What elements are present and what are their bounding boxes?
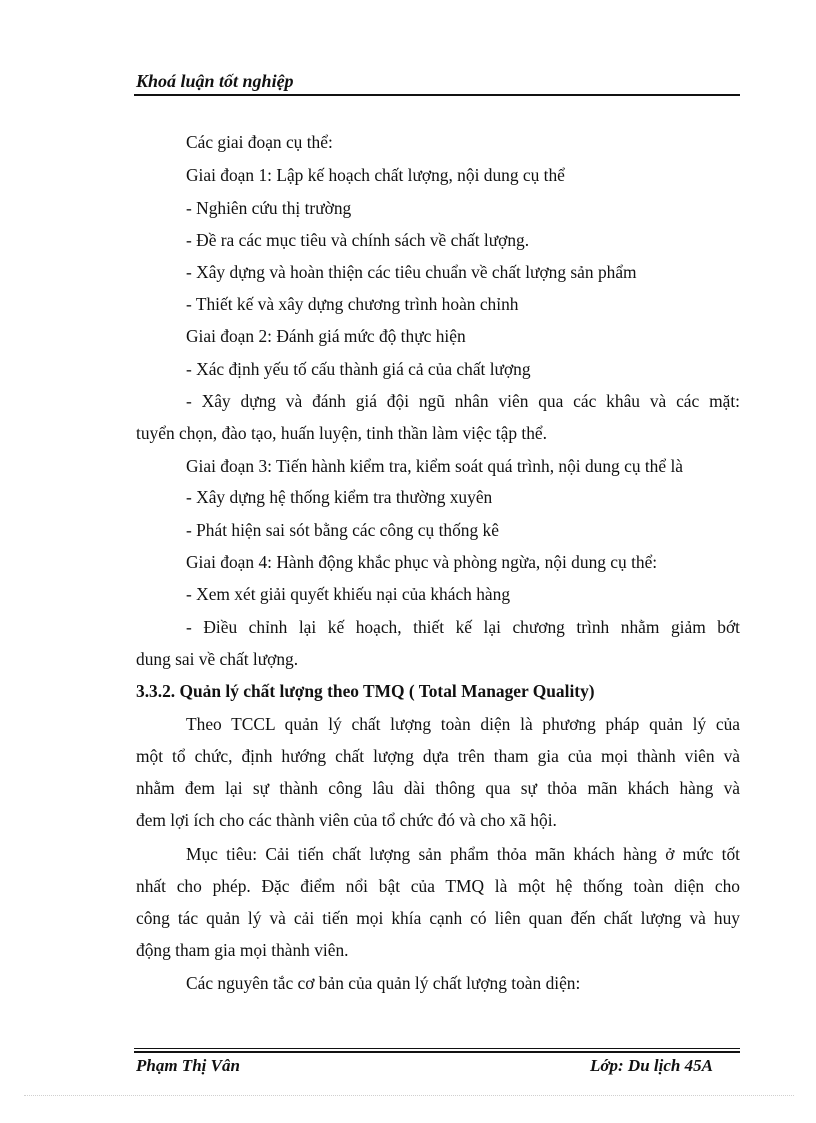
list-item: - Xây dựng và hoàn thiện các tiêu chuẩn về chất lượng sản phẩm: [186, 262, 637, 282]
list-item: - Đề ra các mục tiêu và chính sách về chất lượng.: [186, 230, 530, 250]
list-item: - Xem xét giải quyết khiếu nại của khách hàng: [186, 584, 511, 604]
footer-class: Lớp: Du lịch 45A: [590, 1056, 713, 1075]
footer-author: Phạm Thị Vân: [136, 1056, 240, 1075]
closing-line: Các nguyên tắc cơ bản của quản lý chất lượng toàn diện:: [186, 973, 581, 993]
footer-divider: [134, 1048, 740, 1049]
paragraph-line: nhằm đem lại sự thành công lâu dài thông qua sự thỏa mãn khách hàng và: [136, 778, 740, 798]
body-line: Giai đoạn 3: Tiến hành kiểm tra, kiểm soát quá trình, nội dung cụ thể là: [186, 456, 683, 476]
body-line: Giai đoạn 1: Lập kế hoạch chất lượng, nội dung cụ thể: [186, 165, 565, 185]
paragraph-line: Mục tiêu: Cải tiến chất lượng sản phẩm thỏa mãn khách hàng ở mức tốt: [186, 844, 740, 864]
section-heading: 3.3.2. Quản lý chất lượng theo TMQ ( Total Manager Quality): [136, 681, 595, 701]
list-item: - Xây dựng và đánh giá đội ngũ nhân viên qua các khâu và các mặt:: [186, 391, 740, 411]
body-line: Các giai đoạn cụ thể:: [186, 132, 333, 152]
header-divider: [134, 94, 740, 96]
list-item: - Thiết kế và xây dựng chương trình hoàn chỉnh: [186, 294, 519, 314]
paragraph-line: đem lợi ích cho các thành viên của tổ chức đó và cho xã hội.: [136, 810, 557, 830]
paragraph-line: động tham gia mọi thành viên.: [136, 940, 349, 960]
page-edge: [24, 1095, 794, 1096]
footer-divider-thick: [134, 1051, 740, 1053]
paragraph-line: nhất cho phép. Đặc điểm nổi bật của TMQ là một hệ thống toàn diện cho: [136, 876, 740, 896]
paragraph-line: Theo TCCL quản lý chất lượng toàn diện là phương pháp quản lý của: [186, 714, 740, 734]
list-item: - Điều chỉnh lại kế hoạch, thiết kế lại chương trình nhằm giảm bớt: [186, 617, 740, 637]
body-line: tuyển chọn, đào tạo, huấn luyện, tinh thần làm việc tập thể.: [136, 423, 547, 443]
list-item: - Phát hiện sai sót bằng các công cụ thống kê: [186, 520, 499, 540]
list-item: - Xác định yếu tố cấu thành giá cả của chất lượng: [186, 359, 531, 379]
body-line: dung sai về chất lượng.: [136, 649, 299, 669]
body-line: Giai đoạn 4: Hành động khắc phục và phòng ngừa, nội dung cụ thể:: [186, 552, 658, 572]
paragraph-line: một tổ chức, định hướng chất lượng dựa trên tham gia của mọi thành viên và: [136, 746, 740, 766]
list-item: - Nghiên cứu thị trường: [186, 198, 352, 218]
page-header-title: Khoá luận tốt nghiệp: [136, 71, 294, 91]
body-line: Giai đoạn 2: Đánh giá mức độ thực hiện: [186, 326, 466, 346]
paragraph-line: công tác quản lý và cải tiến mọi khía cạnh có liên quan đến chất lượng và huy: [136, 908, 740, 928]
list-item: - Xây dựng hệ thống kiểm tra thường xuyên: [186, 487, 493, 507]
